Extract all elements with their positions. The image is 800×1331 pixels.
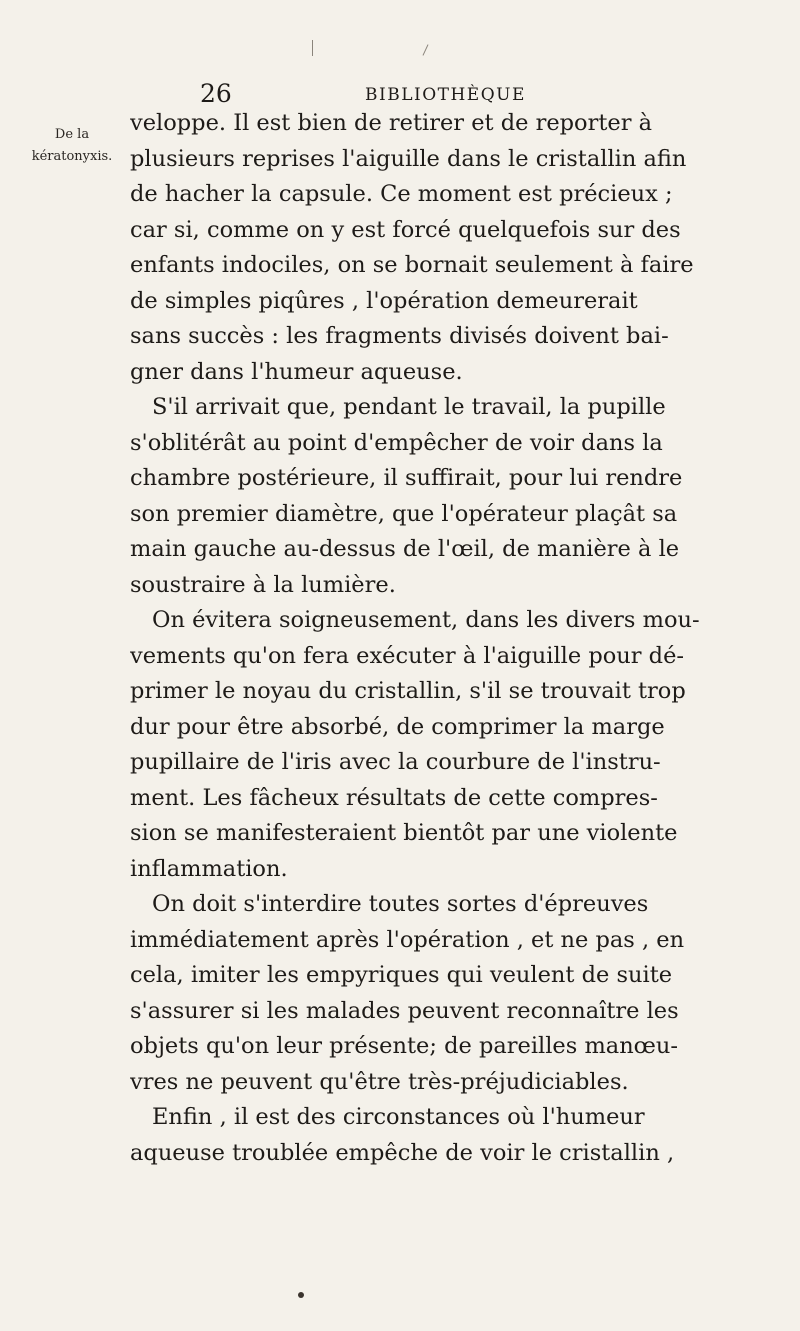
text-line: cela, imiter les empyriques qui veulent de suite xyxy=(130,962,673,988)
text-line: enfants indociles, on se bornait seulement à faire xyxy=(130,252,694,278)
text-line: s'assurer si les malades peuvent reconnaître les xyxy=(130,997,679,1024)
text-line: sans succès : les fragments divisés doivent bai- xyxy=(130,323,669,349)
text-line: S'il arrivait que, pendant le travail, la pupille xyxy=(152,394,666,420)
margin-note-line: kératonyxis. xyxy=(31,149,113,164)
text-line: s'oblitérât au point d'empêcher de voir dans la xyxy=(130,429,663,456)
page-number: 26 xyxy=(200,79,232,108)
text-line: objets qu'on leur présente; de pareilles manœu- xyxy=(130,1033,679,1059)
text-line: chambre postérieure, il suffirait, pour lui rendre xyxy=(130,465,683,491)
text-line: On doit s'interdire toutes sortes d'épreuves xyxy=(152,891,649,917)
text-line: son premier diamètre, que l'opérateur plaçât sa xyxy=(130,500,678,527)
stray-mark xyxy=(312,40,313,56)
ink-speck xyxy=(298,1292,304,1298)
text-line: soustraire à la lumière. xyxy=(130,571,396,598)
text-line: vres ne peuvent qu'être très-préjudiciables. xyxy=(130,1068,629,1095)
margin-note-line: De la xyxy=(54,127,90,142)
text-line: primer le noyau du cristallin, s'il se trouvait trop xyxy=(130,678,686,704)
text-line: sion se manifesteraient bientôt par une violente xyxy=(130,820,678,846)
text-line: plusieurs reprises l'aiguille dans le cristallin afin xyxy=(130,145,687,172)
text-line: On évitera soigneusement, dans les divers mou- xyxy=(152,607,700,633)
text-line: vements qu'on fera exécuter à l'aiguille pour dé- xyxy=(130,642,684,669)
text-line: inflammation. xyxy=(130,855,288,882)
running-head: BIBLIOTHÈQUE xyxy=(365,85,526,105)
text-line: pupillaire de l'iris avec la courbure de l'instru- xyxy=(130,749,661,775)
body-text xyxy=(130,106,790,1171)
text-line: gner dans l'humeur aqueuse. xyxy=(130,358,463,385)
text-line: ment. Les fâcheux résultats de cette compres- xyxy=(130,784,658,811)
text-line: Enfin , il est des circonstances où l'humeur xyxy=(152,1104,645,1130)
margin-note xyxy=(22,124,122,168)
text-line: de hacher la capsule. Ce moment est précieux ; xyxy=(130,181,673,207)
text-line: immédiatement après l'opération , et ne pas , en xyxy=(130,926,685,953)
text-line: de simples piqûres , l'opération demeurerait xyxy=(130,287,638,314)
stray-mark xyxy=(423,44,429,55)
text-line: veloppe. Il est bien de retirer et de reporter à xyxy=(130,110,653,136)
text-line: aqueuse troublée empêche de voir le cristallin , xyxy=(130,1139,675,1166)
text-line: car si, comme on y est forcé quelquefois sur des xyxy=(130,216,681,243)
text-line: dur pour être absorbé, de comprimer la marge xyxy=(130,713,665,740)
text-line: main gauche au-dessus de l'œil, de manière à le xyxy=(130,536,680,562)
